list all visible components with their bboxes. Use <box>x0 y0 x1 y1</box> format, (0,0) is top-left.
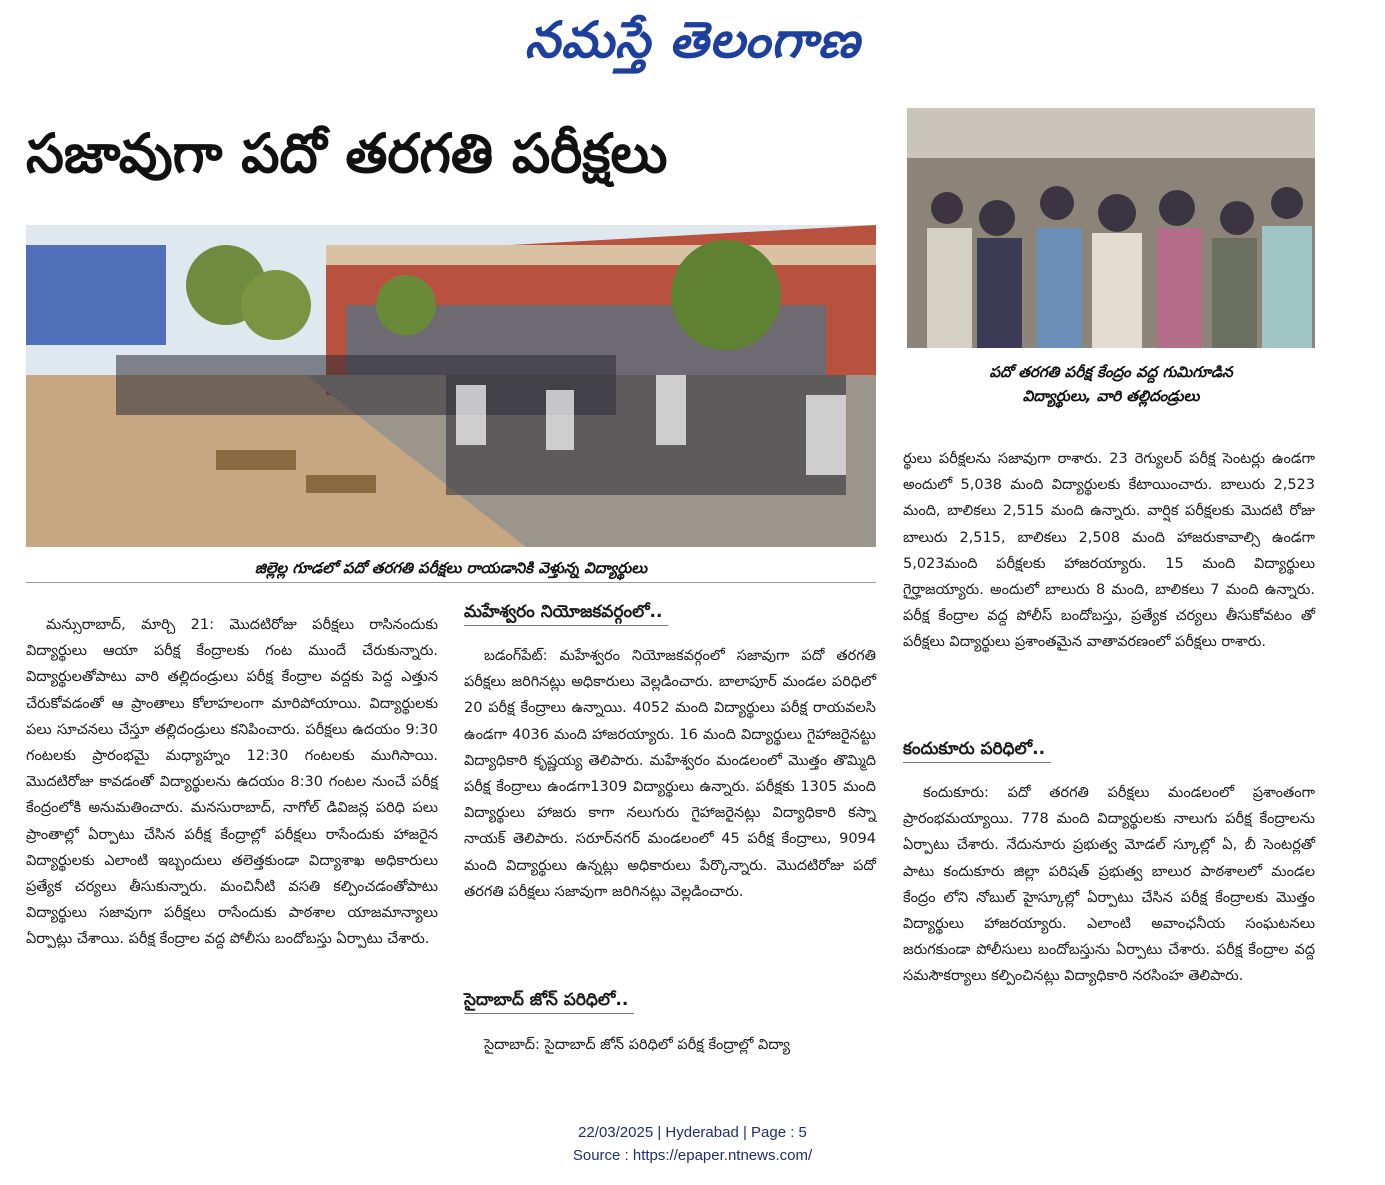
col2-subhead-maheshwaram: మహేశ్వరం నియోజకవర్గంలో.. <box>464 599 668 626</box>
col3-paragraph-1: ర్థులు పరీక్షలను సజావుగా రాశారు. 23 రెగ్యులర్ పరీక్ష సెంటర్లు ఉండగా అందులో 5,038 మంది విద్యార్థులకు కేటాయించారు. బాలురు 2,523 మంది, బాలికలు 2,515 మంది ఉన్నారు. వార్షిక పరీక్షలకు మొదటి రోజు బాలురు 2,515, బాలికలు 2,508 మంది హాజరుకావాల్సి ఉండగా 5,023మంది పరీక్షలకు హాజరయ్యారు. 15 మంది విద్యార్థులు గైర్హాజయ్యారు. అందులో బాలురు 8 మంది, బాలికలు 7 మంది ఉన్నారు. పరీక్ష కేంద్రాల వద్ద పోలీస్ బందోబస్తు, ప్రత్యేక చర్యలు తీసుకోవటం తో పరీక్షలు విద్యార్థులు ప్రశాంతమైన వాతావరణంలో పరీక్షలు రాశారు. <box>903 451 1315 651</box>
col1-paragraph: మన్సురాబాద్, మార్చి 21: మొదటిరోజు పరీక్షలు రాసినందుకు విద్యార్థులు ఆయా పరీక్ష కేంద్రాలకు గంట ముందే చేరుకున్నారు. విద్యార్థులతోపాటు వారి తల్లిదండ్రులు పరీక్ష కేంద్రాల వద్దకు పెద్ద ఎత్తున చేరుకోవడంతో ఆ ప్రాంతాలు కోలాహలంగా మారిపోయాయి. విద్యార్థులకు పలు సూచనలు చేస్తూ తల్లిదండ్రులు కనిపించారు. పరీక్షలు ఉదయం 9:30 గంటలకు ప్రారంభమై మధ్యాహ్నం 12:30 గంటలకు ముగిసాయి. మొదటిరోజు కావడంతో విద్యార్థులను ఉదయం 8:30 గంటల నుంచే పరీక్ష కేంద్రంలోకి అనుమతించారు. మనసురాబాద్, నాగోల్ డివిజన్ల పరిధి పలు ప్రాంతాల్లో ఏర్పాటు చేసిన పరీక్ష కేంద్రాల్లో పరీక్షలు రాసేందుకు హాజరైన విద్యార్థులకు ఎలాంటి ఇబ్బందులు తలెత్తకుండా విద్యాశాఖ అధికారులు ప్రత్యేక చర్యలు తీసుకున్నారు. మంచినీటి వసతి కల్పించడంతోపాటు విద్యార్థులు సజావుగా పరీక్షలు రాసేందుకు పాఠశాల యాజమాన్యాలు ఏర్పాట్లు చేశాయి. పరీక్ష కేంద్రాల వద్ద పోలీసు బందోబస్తు ఏర్పాటు చేశారు. <box>26 617 438 948</box>
col2-subhead-saidabad: సైదాబాద్ జోన్ పరిధిలో.. <box>464 987 634 1014</box>
photo-left-caption: జిల్లెల్ల గూడలో పదో తరగతి పరీక్షలు రాయడానికి వెళ్తున్న విద్యార్థులు <box>254 559 648 577</box>
col3-paragraph-2: కందుకూరు: పదో తరగతి పరీక్షలు మండలంలో ప్రశాంతంగా ప్రారంభమయ్యాయి. 778 మంది విద్యార్థులకు నాలుగు పరీక్ష కేంద్రాలను ఏర్పాటు చేశారు. నేదునూరు ప్రభుత్వ మోడల్ స్కూల్లో ఏ, బీ సెంటర్లతో పాటు కందుకూరు జిల్లా పరిషత్ ప్రభుత్వ బాలుర పాఠశాలలో మండల కేంద్రం లోని నోబుల్ హైస్కూల్లో ఏర్పాటు చేసిన పరీక్ష కేంద్రాలకు మొత్తం విద్యార్థులు హాజరయ్యారు. ఎలాంటి అవాంఛనీయ సంఘటనలు జరుగకుండా పోలీసులు బందోబస్తును ఏర్పాటు చేశారు. పరీక్ష కేంద్రాల వద్ద సమసౌకర్యాలు కల్పించినట్లు విద్యాధికారి నరసింహ తెలిపారు. <box>903 785 1315 985</box>
article-column-1 <box>26 612 438 953</box>
footer-source-link[interactable]: Source : https://epaper.ntnews.com/ <box>572 1147 813 1164</box>
students-walking-photo <box>26 225 876 547</box>
article-column-2b <box>464 1032 876 1058</box>
col2-paragraph-2: సైదాబాద్: సైదాబాద్ జోన్ పరిధిలో పరీక్ష కేంద్రాల్లో విద్యా <box>484 1037 791 1053</box>
masthead-logo: నమస్తే తెలంగాణ <box>524 10 861 69</box>
headline: సజావుగా పదో తరగతి పరీక్షలు <box>26 122 668 185</box>
caption-divider <box>26 582 876 583</box>
crowd-at-exam-center-photo <box>907 108 1315 348</box>
photo-right-caption-line2: విద్యార్థులు, వారి తల్లిదండ్రులు <box>1022 387 1200 405</box>
article-column-2 <box>464 643 876 905</box>
photo-right-caption-line1: పదో తరగతి పరీక్ష కేంద్రం వద్ద గుమిగూడిన <box>989 363 1233 381</box>
col3-subhead-kandukur: కందుకూరు పరిధిలో.. <box>903 736 1051 763</box>
footer-date-edition: 22/03/2025 | Hyderabad | Page : 5 <box>578 1124 807 1141</box>
col2-paragraph-1: బడంగ్‌పేట్: మహేశ్వరం నియోజకవర్గంలో సజావుగా పదో తరగతి పరీక్షలు జరిగినట్లు అధికారులు వెల్లడించారు. బాలాపూర్ మండల పరిధిలో 20 పరీక్ష కేంద్రాలు ఉన్నాయి. 4052 మంది విద్యార్థులు పరీక్ష రాయవలసి ఉండగా 4036 మంది హాజరయ్యారు. 16 మంది విద్యార్థులు గైహాజరైనట్టు విద్యాధికారి కృష్ణయ్య తెలిపారు. మహేశ్వరం మండలంలో మొత్తం తొమ్మిది పరీక్ష కేంద్రాలు ఉండగా1309 విద్యార్థులు ఉన్నారు. పరీక్షకు 1305 మంది విద్యార్థులు హాజరు కాగా నలుగురు గైహాజరైనట్లు విద్యాధికారి కస్నా నాయక్ తెలిపారు. సరూర్‌నగర్ మండలంలో 45 పరీక్ష కేంద్రాలు, 9094 మంది విద్యార్థులు ఉన్నట్లు అధికారులు పేర్కొన్నారు. మొదటిరోజు పదో తరగతి పరీక్షలు సజావుగా జరిగినట్లు వెల్లడించారు. <box>464 648 876 900</box>
article-column-3 <box>903 446 1315 656</box>
article-column-3b <box>903 780 1315 990</box>
photo-right-caption <box>907 360 1315 408</box>
